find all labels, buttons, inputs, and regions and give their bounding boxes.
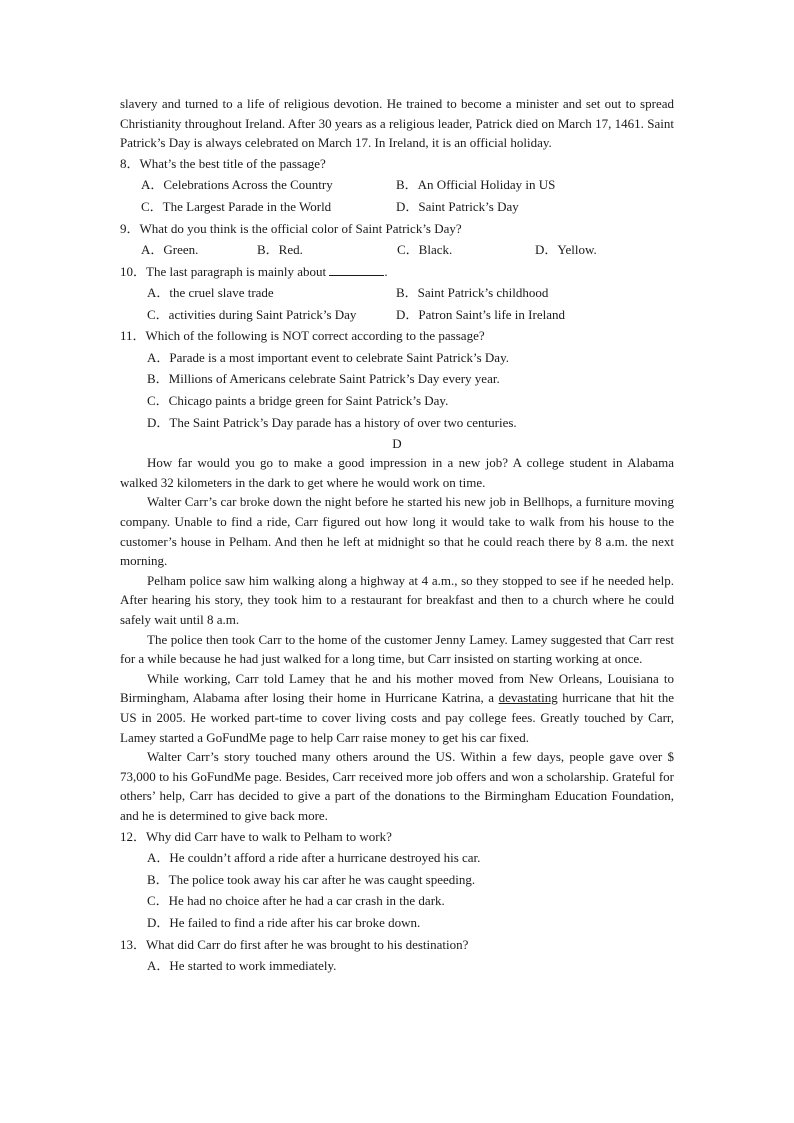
question-10-option-a[interactable]: A．the cruel slave trade	[147, 284, 274, 300]
question-8-option-a[interactable]: A．Celebrations Across the Country	[141, 176, 333, 192]
question-9-option-b[interactable]: B．Red.	[257, 241, 303, 257]
question-12-stem: 12．Why did Carr have to walk to Pelham to work?	[120, 828, 392, 844]
question-12-option-b[interactable]: B．The police took away his car after he was caught speeding.	[147, 871, 476, 887]
question-10-stem-end: .	[384, 263, 388, 279]
question-10-option-d[interactable]: D．Patron Saint’s life in Ireland	[396, 306, 565, 322]
passage-d-paragraph-4: The police then took Carr to the home of the customer Jenny Lamey. Lamey suggested that Carr rest for a while because he had just walked for a long time, but Carr insisted on starting working at once.	[120, 631, 674, 667]
passage-d-paragraph-2: Walter Carr’s car broke down the night before he started his new job in Bellhops, a furniture moving company. Unable to find a ride, Carr figured out how long it would take to walk from his house to the customer’s house in Pelham. And then he left at midnight so that he could reach there by 8 a.m. the next morning.	[120, 494, 674, 569]
passage-d-paragraph-5	[120, 669, 674, 747]
question-11-option-d[interactable]: D．The Saint Patrick’s Day parade has a history of over two centuries.	[147, 414, 517, 430]
paragraph-5-text-start: While working, Carr told Lamey that he and his mother moved from New Orleans, Louisiana to Birmingham, Alabama after losing their home in Hurricane Katrina, a	[120, 670, 674, 706]
question-11-option-c[interactable]: C．Chicago paints a bridge green for Saint Patrick’s Day.	[147, 393, 449, 409]
question-8-option-c[interactable]: C．The Largest Parade in the World	[141, 198, 332, 214]
passage-d-paragraph-3: Pelham police saw him walking along a highway at 4 a.m., so they stopped to see if he needed help. After hearing his story, they took him to a restaurant for breakfast and then to a church where he could safely wait until 8 a.m.	[120, 572, 674, 628]
question-8-options-row-2	[120, 196, 674, 218]
question-10-options-row-2	[120, 304, 674, 326]
intro-paragraph: slavery and turned to a life of religious devotion. He trained to become a minister and set out to spread Christianity throughout Ireland. After 30 years as a religious leader, Patrick died on March 17, 1461. Saint Patrick’s Day is always celebrated on March 17. In Ireland, it is an official holiday.	[120, 96, 674, 151]
question-10-stem: 10．The last paragraph is mainly about	[120, 263, 327, 279]
answer-blank	[329, 263, 384, 276]
question-11-option-b[interactable]: B．Millions of Americans celebrate Saint Patrick’s Day every year.	[147, 371, 500, 387]
section-heading-d: D	[392, 435, 402, 451]
question-9-option-c[interactable]: C．Black.	[397, 241, 453, 257]
question-11-option-a[interactable]: A．Parade is a most important event to celebrate Saint Patrick’s Day.	[147, 349, 509, 365]
question-10-options-row-1	[120, 282, 674, 304]
passage-d-paragraph-6: Walter Carr’s story touched many others around the US. Within a few days, people gave over $ 73,000 to his GoFundMe page. Besides, Carr received more job offers and won a scholarship. Grateful for others’ help, Carr has decided to give a part of the donations to the Birmingham Education Foundation, and he is determined to give back more.	[120, 749, 674, 823]
question-9-option-a[interactable]: A．Green.	[141, 241, 199, 257]
question-9-stem: 9．What do you think is the official color of Saint Patrick’s Day?	[120, 220, 462, 236]
page-content	[120, 94, 674, 977]
question-12-option-c[interactable]: C．He had no choice after he had a car crash in the dark.	[147, 893, 445, 909]
question-8-option-b[interactable]: B．An Official Holiday in US	[396, 176, 556, 192]
question-12-option-d[interactable]: D．He failed to find a ride after his car broke down.	[147, 915, 421, 931]
question-8-option-d[interactable]: D．Saint Patrick’s Day	[396, 198, 519, 214]
paragraph-5-text-end: hurricane that hit the US in 2005. He worked part-time to cover living costs and pay college fees. Greatly touched by Carr, Lamey started a GoFundMe page to help Carr raise money to get his car fixed.	[120, 690, 674, 745]
question-9-options-row	[120, 239, 674, 261]
underlined-word: devastating	[498, 690, 558, 706]
question-9-option-d[interactable]: D．Yellow.	[535, 241, 597, 257]
question-13-option-a[interactable]: A．He started to work immediately.	[147, 958, 337, 974]
question-12-option-a[interactable]: A．He couldn’t afford a ride after a hurricane destroyed his car.	[147, 849, 481, 865]
question-10-stem-line	[120, 261, 674, 282]
question-8-options-row-1	[120, 174, 674, 196]
question-13-stem: 13．What did Carr do first after he was brought to his destination?	[120, 936, 469, 952]
question-10-option-b[interactable]: B．Saint Patrick’s childhood	[396, 284, 549, 300]
passage-d-paragraph-1: How far would you go to make a good impression in a new job? A college student in Alabama walked 32 kilometers in the dark to get where he would work on time.	[120, 455, 674, 490]
question-8-stem: 8．What’s the best title of the passage?	[120, 155, 326, 171]
question-11-stem: 11．Which of the following is NOT correct according to the passage?	[120, 328, 485, 344]
question-10-option-c[interactable]: C．activities during Saint Patrick’s Day	[147, 306, 357, 322]
